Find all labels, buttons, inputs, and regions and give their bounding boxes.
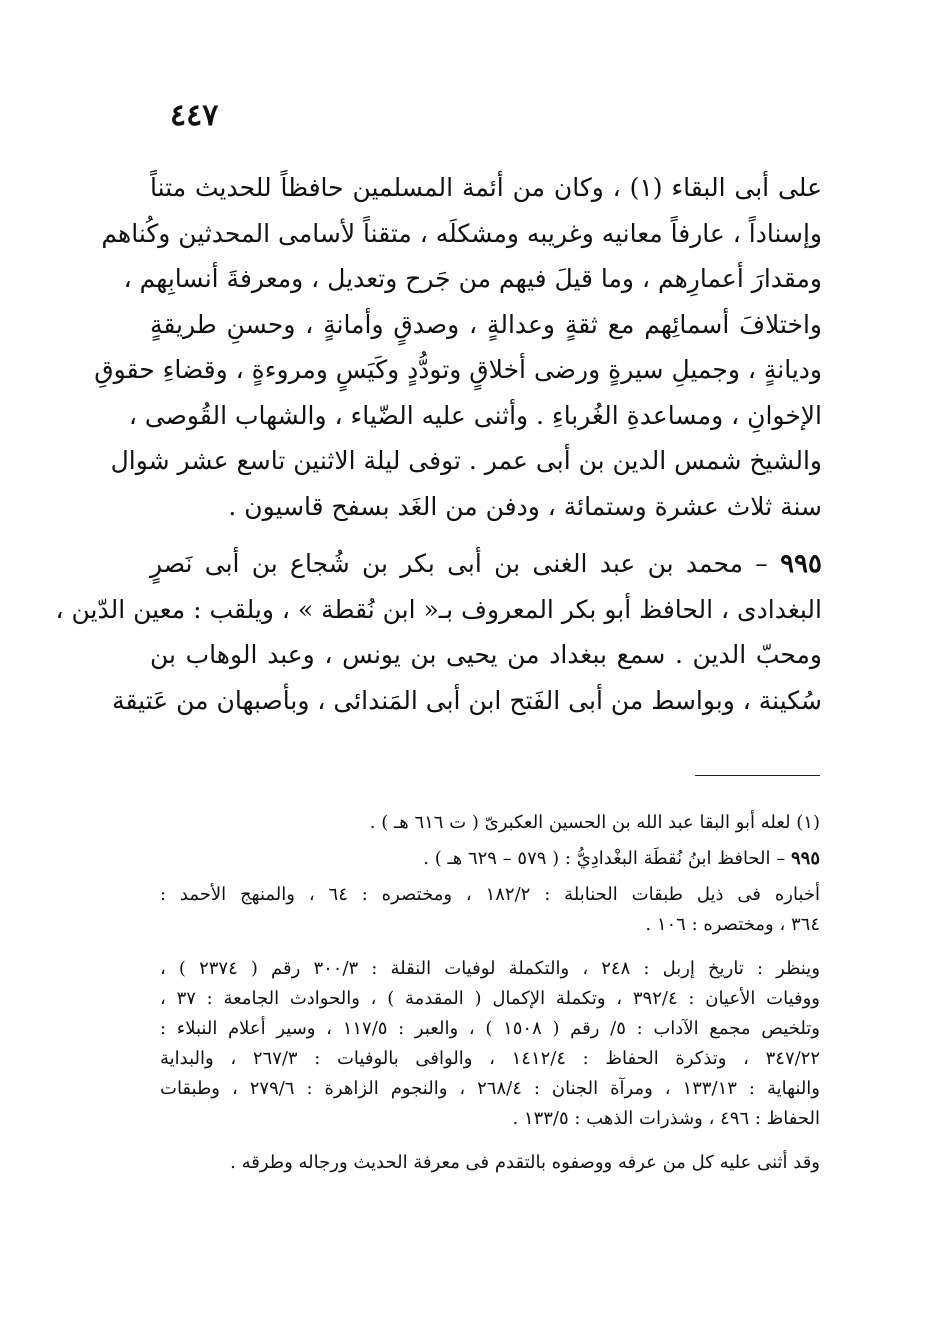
footnote-references-line: والنهاية : ١٣٣/١٣ ، ومرآة الجنان : ٢٦٨/٤ ، والنجوم الزاهرة : ٢٧٩/٦ ، وطبقات bbox=[160, 1078, 821, 1099]
footnote-references-line: وتلخيص مجمع الآداب : ٥/ رقم ( ١٥٠٨ ) ، والعبر : ١١٧/٥ ، وسير أعلام النبلاء : bbox=[160, 1018, 820, 1039]
entry-name: محمد بن عبد الغنى بن أبى بكر بن شُجاع بن أبى نَصرٍ bbox=[150, 549, 743, 578]
footnote-divider bbox=[695, 775, 820, 776]
footnote-1: (١) لعله أبو البقا عبد الله بن الحسين العكبرىّ ( ت ٦١٦ هـ ) . bbox=[369, 812, 820, 833]
text-line: سنة ثلاث عشرة وستمائة ، ودفن من الغَد بسفح قاسيون . bbox=[228, 491, 822, 521]
footnote-references-line: ٣٤٧/٢٢ ، وتذكرة الحفاظ : ١٤١٢/٤ ، والوافى بالوفيات : ٢٦٧/٣ ، والبداية bbox=[160, 1048, 821, 1069]
text-line: ومحبّ الدين . سمع ببغداد من يحيى بن يونس ، وعبد الوهاب بن bbox=[150, 640, 822, 669]
text-line: ومقدارَ أعمارِهم ، وما قيلَ فيهم من جَرح وتعديل ، ومعرفةَ أنسابِهم ، bbox=[123, 264, 822, 293]
text-line: وديانةٍ ، وجميلِ سيرةٍ ورضى أخلاقٍ وتودُّدٍ وكَيَسٍ ومروءةٍ ، وقضاءِ حقوقِ bbox=[94, 355, 822, 384]
text-line: واختلافَ أسمائِهم مع ثقةٍ وعدالةٍ ، وصدقٍ وأمانةٍ ، وحسنِ طريقةٍ bbox=[150, 309, 822, 339]
page-number: ٤٤٧ bbox=[170, 98, 219, 133]
footnote-entry-heading bbox=[160, 844, 820, 874]
text-line: والشيخ شمس الدين بن أبى عمر . توفى ليلة الاثنين تاسع عشر شوال bbox=[110, 446, 822, 475]
footnote-entry-title: – الحافظ ابنُ نُقطَة البغْدادِيُّ : ( ٥٧٩ – ٦٢٩ هـ ) . bbox=[423, 848, 791, 869]
footnote-sources-line: أخباره فى ذيل طبقات الحنابلة : ١٨٢/٢ ، ومختصره : ٦٤ ، والمنهج الأحمد : bbox=[160, 884, 820, 905]
text-line: سُكينة ، وبواسط من أبى الفَتح ابن أبى المَندائى ، وبأصبهان من عَتيقة bbox=[112, 685, 822, 715]
footnote-sources-line: ٣٦٤ ، ومختصره : ١٠٦ . bbox=[645, 914, 820, 935]
footnote-references-line: ووفيات الأعيان : ٣٩٢/٤ ، وتكملة الإكمال ( المقدمة ) ، والحوادث الجامعة : ٣٧ ، bbox=[160, 988, 820, 1009]
text-line: وإسناداً ، عارفاً معانيه وغريبه ومشكلَه ، متقناً لأسامى المحدثين وكُناهم bbox=[101, 218, 822, 248]
entry-number: ٩٩٥ bbox=[780, 549, 822, 579]
footnote-references-line: الحفاظ : ٤٩٦ ، وشذرات الذهب : ١٣٣/٥ . bbox=[512, 1108, 820, 1129]
footnotes bbox=[160, 808, 820, 1178]
main-text-body bbox=[55, 165, 823, 723]
text-line: الإخوانِ ، ومساعدةِ الغُرباءِ . وأثنى عليه الضّياء ، والشهاب القُوصى ، bbox=[128, 400, 822, 430]
footnote-entry-number: ٩٩٥ bbox=[790, 848, 820, 869]
text-line: على أبى البقاء (١) ، وكان من أئمة المسلمين حافظاً للحديث متناً bbox=[150, 173, 823, 202]
footnote-references-line: وينظر : تاريخ إربل : ٢٤٨ ، والتكملة لوفيات النقلة : ٣٠٠/٣ رقم ( ٢٣٧٤ ) ، bbox=[160, 958, 821, 979]
entry-dash: – bbox=[743, 549, 781, 578]
footnote-closing-note: وقد أثنى عليه كل من عرفه ووصفوه بالتقدم فى معرفة الحديث ورجاله وطرقه . bbox=[230, 1152, 820, 1173]
entry-heading-line bbox=[150, 541, 822, 587]
text-line: البغدادى ، الحافظ أبو بكر المعروف بـ« ابن نُقطة » ، ويلقب : معين الدّين ، bbox=[55, 594, 822, 624]
